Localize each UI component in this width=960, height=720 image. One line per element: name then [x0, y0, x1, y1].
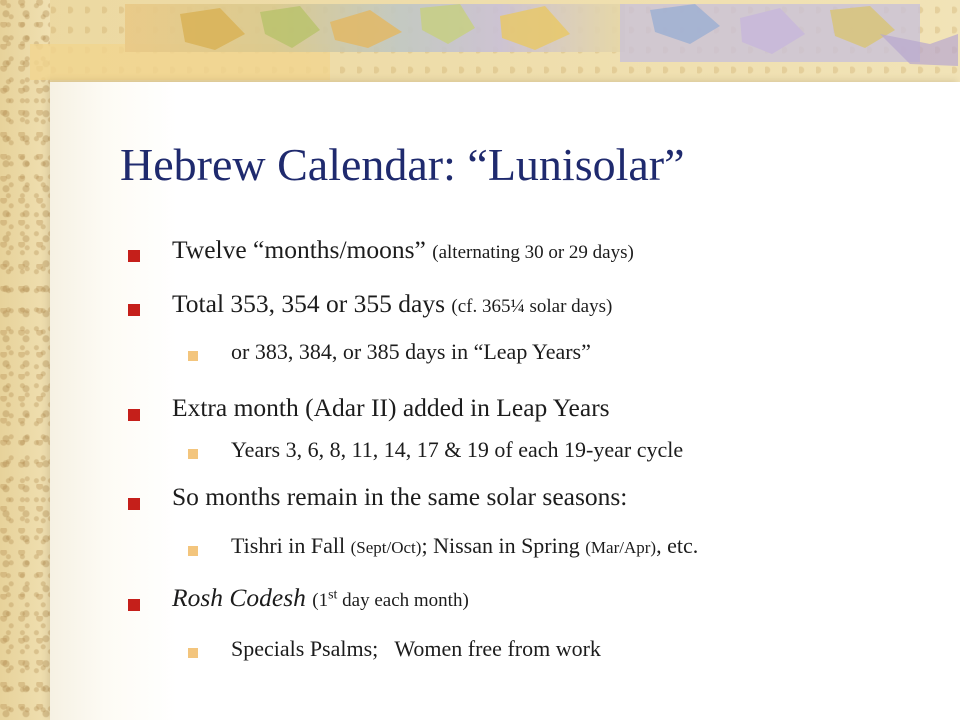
bullet-marker [128, 304, 140, 316]
subbullet-text: ; Nissan in Spring [421, 533, 580, 558]
subbullet-marker [188, 449, 198, 459]
bullet-marker [128, 498, 140, 510]
bullet-item [172, 583, 469, 613]
subbullet-text: Tishri in Fall [231, 533, 346, 558]
subbullet-text: , etc. [656, 533, 699, 558]
bullet-item: Extra month (Adar II) added in Leap Years [172, 393, 610, 422]
subbullet-item: or 383, 384, or 385 days in “Leap Years” [231, 339, 591, 364]
subbullet-marker [188, 648, 198, 658]
bullet-marker [128, 250, 140, 262]
subbullet-marker [188, 546, 198, 556]
subbullet-note: (Sept/Oct) [350, 538, 422, 557]
bullet-note: (cf. 365¼ solar days) [451, 296, 613, 317]
bullet-marker [128, 409, 140, 421]
subbullet-item: Years 3, 6, 8, 11, 14, 17 & 19 of each 19-year cycle [231, 437, 684, 462]
bullet-note-part: day each month) [337, 590, 469, 611]
bullet-marker [128, 599, 140, 611]
bullet-item [172, 289, 612, 319]
subbullet-item [231, 533, 698, 559]
slide-title: Hebrew Calendar: “Lunisolar” [120, 139, 685, 190]
bullet-text-italic: Rosh Codesh [172, 583, 306, 612]
subbullet-note: (Mar/Apr) [585, 538, 657, 557]
subbullet-marker [188, 351, 198, 361]
bullet-text: Twelve “months/moons” [172, 235, 426, 264]
bullet-note [312, 587, 469, 611]
subbullet-item: Specials Psalms; Women free from work [231, 636, 601, 661]
bullet-item [172, 235, 634, 265]
bullet-item: So months remain in the same solar seasons: [172, 482, 628, 511]
bullet-text: Total 353, 354 or 355 days [172, 289, 446, 318]
superscript: st [328, 587, 338, 603]
bullet-note-part: (1 [312, 590, 329, 611]
bullet-note: (alternating 30 or 29 days) [432, 242, 634, 263]
